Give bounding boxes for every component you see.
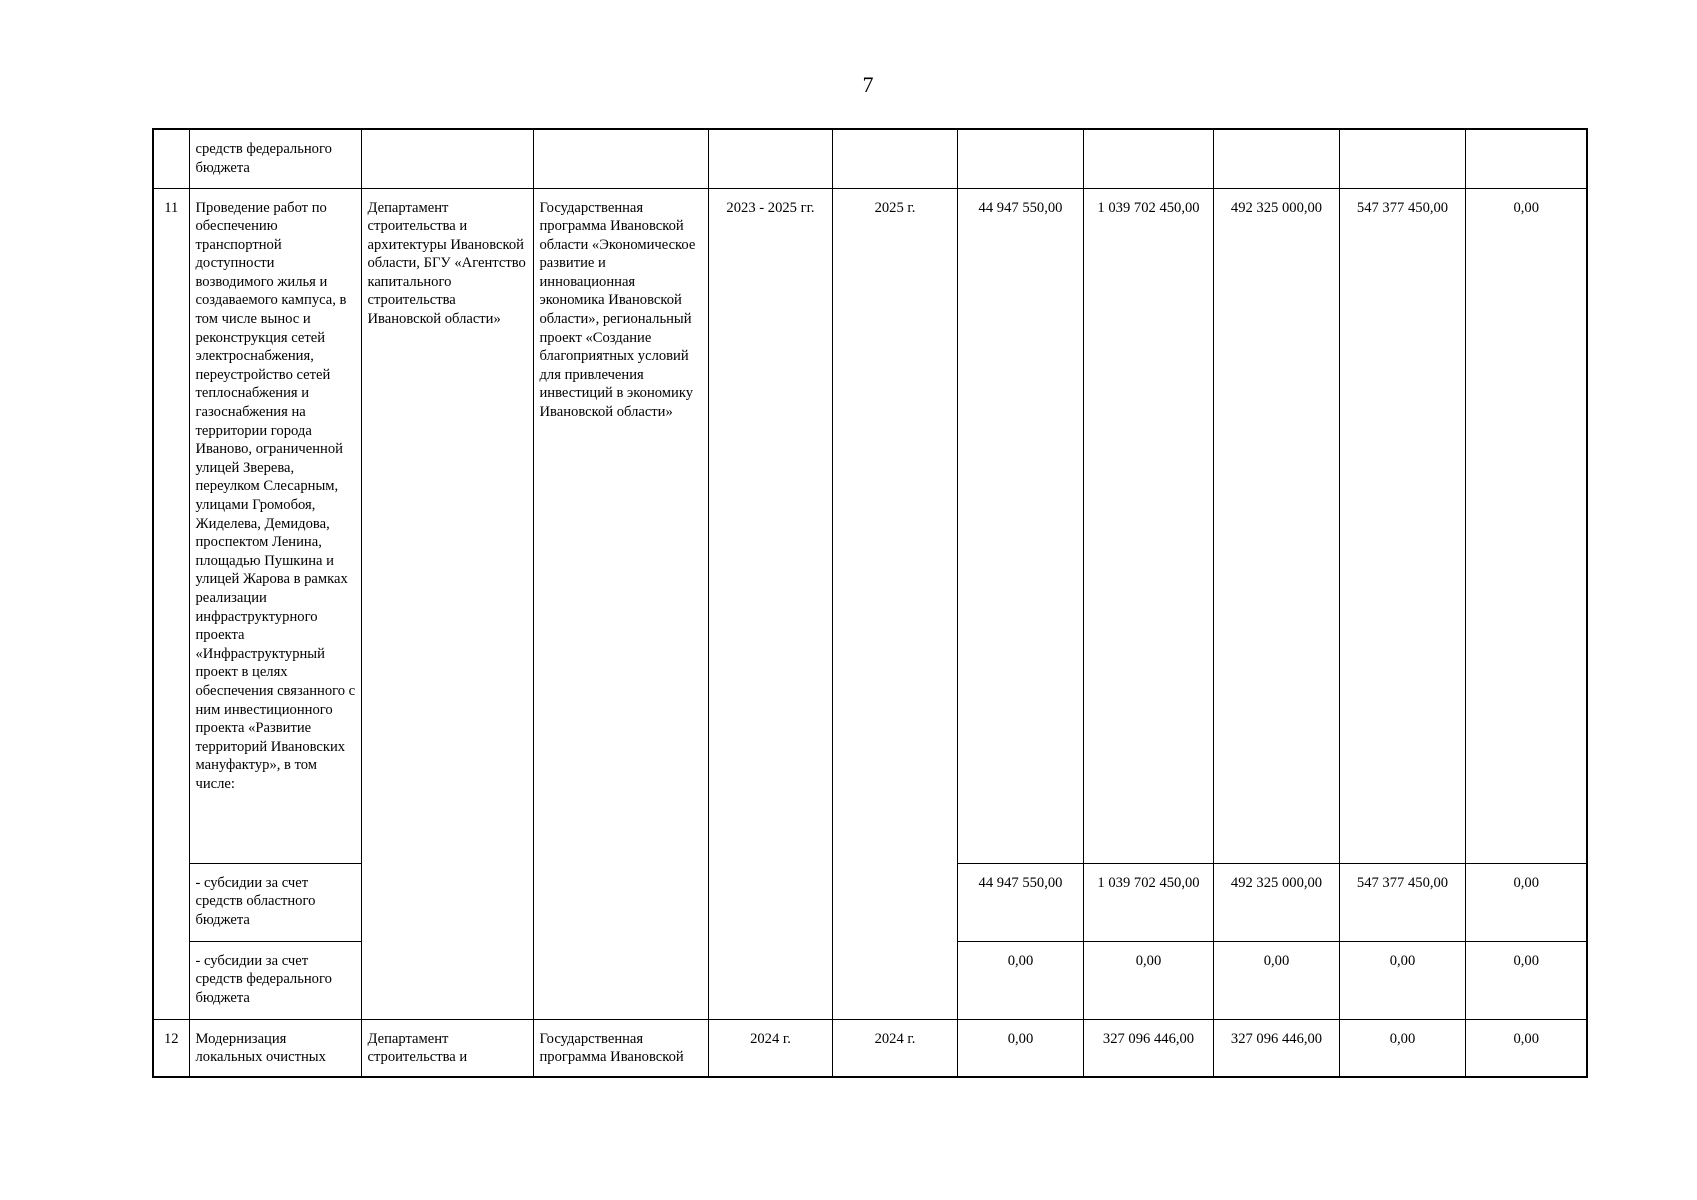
cell-value: 0,00 [1083,941,1213,1019]
cell-value: 547 377 450,00 [1339,863,1465,941]
cell-value: 492 325 000,00 [1213,188,1339,863]
cell-value: 0,00 [1339,1019,1465,1077]
cell-value: 0,00 [1465,941,1587,1019]
cell-year: 2025 г. [832,188,957,1019]
cell-program: Государственная программа Ивановской [533,1019,708,1077]
cell-value: 327 096 446,00 [1083,1019,1213,1077]
cell-value: 1 039 702 450,00 [1083,188,1213,863]
cell-value: 492 325 000,00 [1213,863,1339,941]
cell-value: 0,00 [1465,1019,1587,1077]
cell-value: 0,00 [1213,941,1339,1019]
cell-value: 0,00 [1465,863,1587,941]
cell-name: Модернизация локальных очистных [189,1019,361,1077]
cell-executor: Департамент строительства и [361,1019,533,1077]
cell-value: 1 039 702 450,00 [1083,863,1213,941]
cell-executor: Департамент строительства и архитектуры Ивановской области, БГУ «Агентство капитального строительства Ивановской области» [361,188,533,1019]
page-number: 7 [862,72,874,97]
cell-value: 44 947 550,00 [957,188,1083,863]
cell-index [153,129,189,188]
cell-value: 44 947 550,00 [957,863,1083,941]
cell-period: 2024 г. [708,1019,832,1077]
cell-name: Проведение работ по обеспечению транспортной доступности возводимого жилья и создаваемого кампуса, в том числе вынос и реконструкция сетей электроснабжения, переустройство сетей теплоснабжения и газоснабжения на территории города Иваново, ограниченной улицей Зверева, переулком Слесарным, улицами Громобоя, Жиделева, Демидова, проспектом Ленина, площадью Пушкина и улицей Жарова в рамках реализации инфраструктурного проекта «Инфраструктурный проект в целях обеспечения связанного с ним инвестиционного проекта «Развитие территорий Ивановских мануфактур», в том числе: [189,188,361,863]
cell-name: - субсидии за счет средств федерального бюджета [189,941,361,1019]
cell-index: 11 [153,188,189,1019]
table-row [153,129,1587,188]
program-table [152,128,1588,1078]
cell-name: средств федерального бюджета [189,129,361,188]
cell-value: 0,00 [957,941,1083,1019]
cell-value: 327 096 446,00 [1213,1019,1339,1077]
table-row [153,188,1587,863]
cell-index: 12 [153,1019,189,1077]
cell-value: 547 377 450,00 [1339,188,1465,863]
cell-name: - субсидии за счет средств областного бюджета [189,863,361,941]
cell-value: 0,00 [1465,188,1587,863]
cell-value: 0,00 [957,1019,1083,1077]
table-row [153,1019,1587,1077]
cell-period: 2023 - 2025 гг. [708,188,832,1019]
cell-year: 2024 г. [832,1019,957,1077]
cell-value: 0,00 [1339,941,1465,1019]
cell-program: Государственная программа Ивановской области «Экономическое развитие и инновационная экономика Ивановской области», региональный проект «Создание благоприятных условий для привлечения инвестиций в экономику Ивановской области» [533,188,708,1019]
